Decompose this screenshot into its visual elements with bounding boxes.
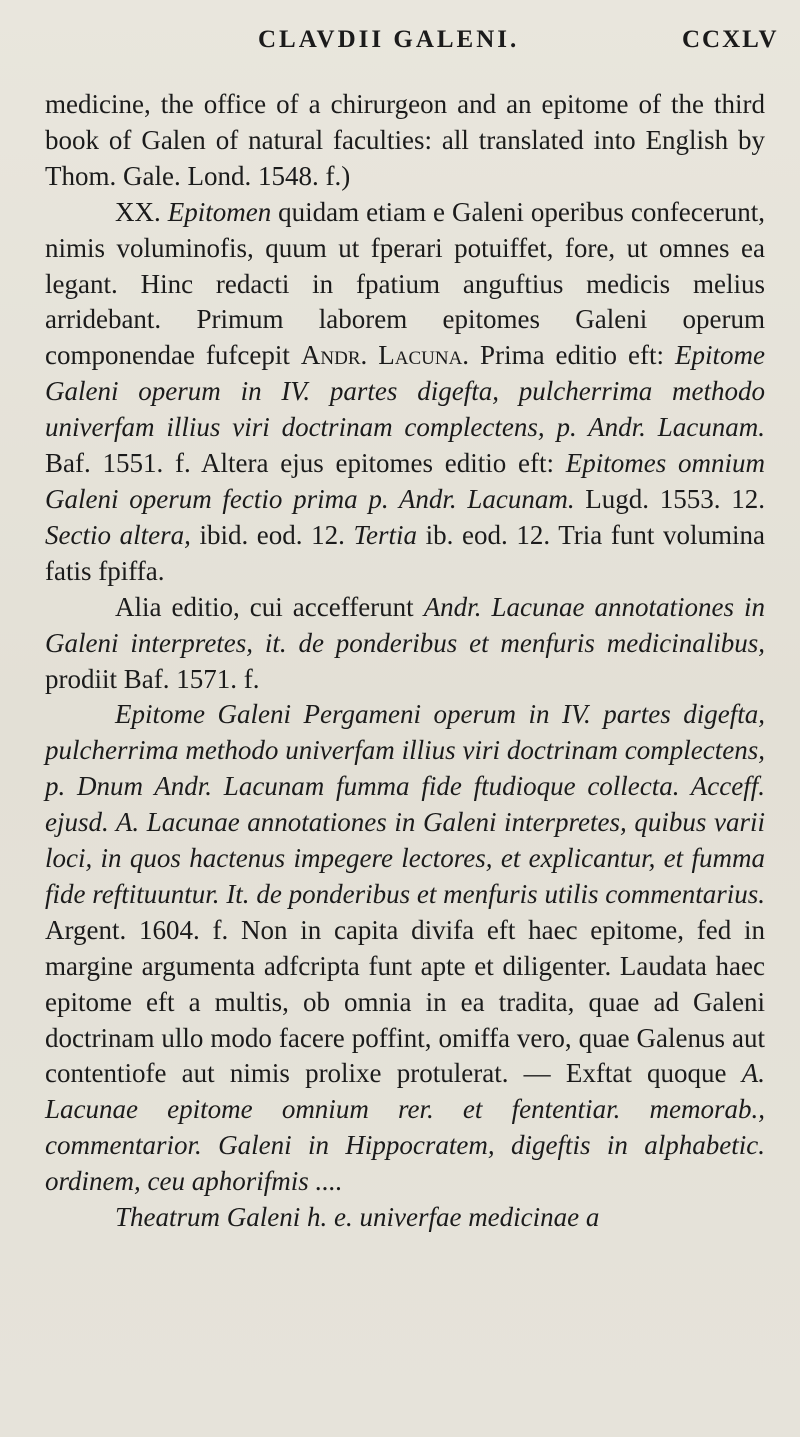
text-run: Alia editio, cui accefferunt <box>115 591 424 622</box>
page-number: CCXLV <box>682 26 779 53</box>
paragraph-section-xx <box>45 195 765 590</box>
text-run: quidam etiam e Galeni operibus confecerunt, nimis voluminofis, quum ut fperari potuiffet, fore, ut omnes ea legant. Hinc redacti in fpatium anguftius medicis melius arridebant. Primum laborem epitomes Galeni operum componendae fufcepit <box>45 196 766 371</box>
author-name: Andr. Lacuna. <box>300 340 470 371</box>
italic-run: Sectio altera, <box>45 519 191 550</box>
italic-run: Epitomen <box>167 196 272 227</box>
text-run: ibid. eod. 12. <box>190 519 354 550</box>
text-run: Lugd. 1553. 12. <box>574 483 765 514</box>
running-head: CLAVDII GALENI. <box>258 26 520 53</box>
paragraph-epitome <box>45 697 765 1200</box>
italic-run: Tertia <box>353 519 418 550</box>
paragraph-continuation <box>45 87 765 195</box>
italic-run: Andr. Lacunae annotationes in Galeni interpretes, it. de ponderibus et menfuris medicinalibus, <box>45 591 765 658</box>
body-text <box>45 87 765 1236</box>
italic-run: Theatrum Galeni h. e. univerfae medicinae a <box>115 1202 600 1233</box>
paragraph-theatrum <box>45 1200 765 1236</box>
italic-run: A. Lacunae epitome omnium rer. et fententiar. memorab., commentarior. Galeni in Hippocratem, digeftis in alphabetic. ordinem, ceu aphorifmis .... <box>45 1058 765 1197</box>
section-number: XX. <box>115 196 161 227</box>
italic-run: Epitome Galeni operum in IV. partes digefta, pulcherrima methodo univerfam illius viri doctrinam complectens, p. Andr. Lacunam. <box>45 340 765 443</box>
italic-run: Epitomes omnium Galeni operum fectio prima p. Andr. Lacunam. <box>45 448 765 514</box>
text-run: medicine, the office of a chirurgeon and an epitome of the third book of Galen of natural faculties: all translated into English by Thom. Gale. Lond. 1548. f.) <box>45 89 765 191</box>
text-run: Prima editio eft: <box>469 340 676 371</box>
page-header <box>0 26 800 66</box>
italic-run: Epitome Galeni Pergameni operum in IV. partes digefta, pulcherrima methodo univerfam illius viri doctrinam complectens, p. Dnum Andr. Lacunam fumma fide ftudioque collecta. Acceff. ejusd. A. Lacunae annotationes in Galeni interpretes, quibus varii loci, in quos hactenus impegere lectores, et explicantur, et fumma fide reftituuntur. It. de ponderibus et menfuris utilis commentarius. <box>45 699 765 909</box>
paragraph-alia-editio <box>45 590 765 698</box>
text-run: Baf. 1551. f. Altera ejus epitomes editio eft: <box>45 448 566 479</box>
text-run: prodiit Baf. 1571. f. <box>45 663 260 694</box>
text-run: ib. eod. 12. Tria funt volumina fatis fpiffa. <box>45 519 765 586</box>
text-run: Argent. 1604. f. Non in capita divifa eft haec epitome, fed in margine argumenta adfcripta funt apte et diligenter. Laudata haec epitome eft a multis, ob omnia in ea tradita, quae ad Galeni doctrinam ullo modo facere poffint, omiffa vero, quae Galenus aut contentiofe aut nimis prolixe protulerat. — Exftat quoque <box>45 914 765 1089</box>
